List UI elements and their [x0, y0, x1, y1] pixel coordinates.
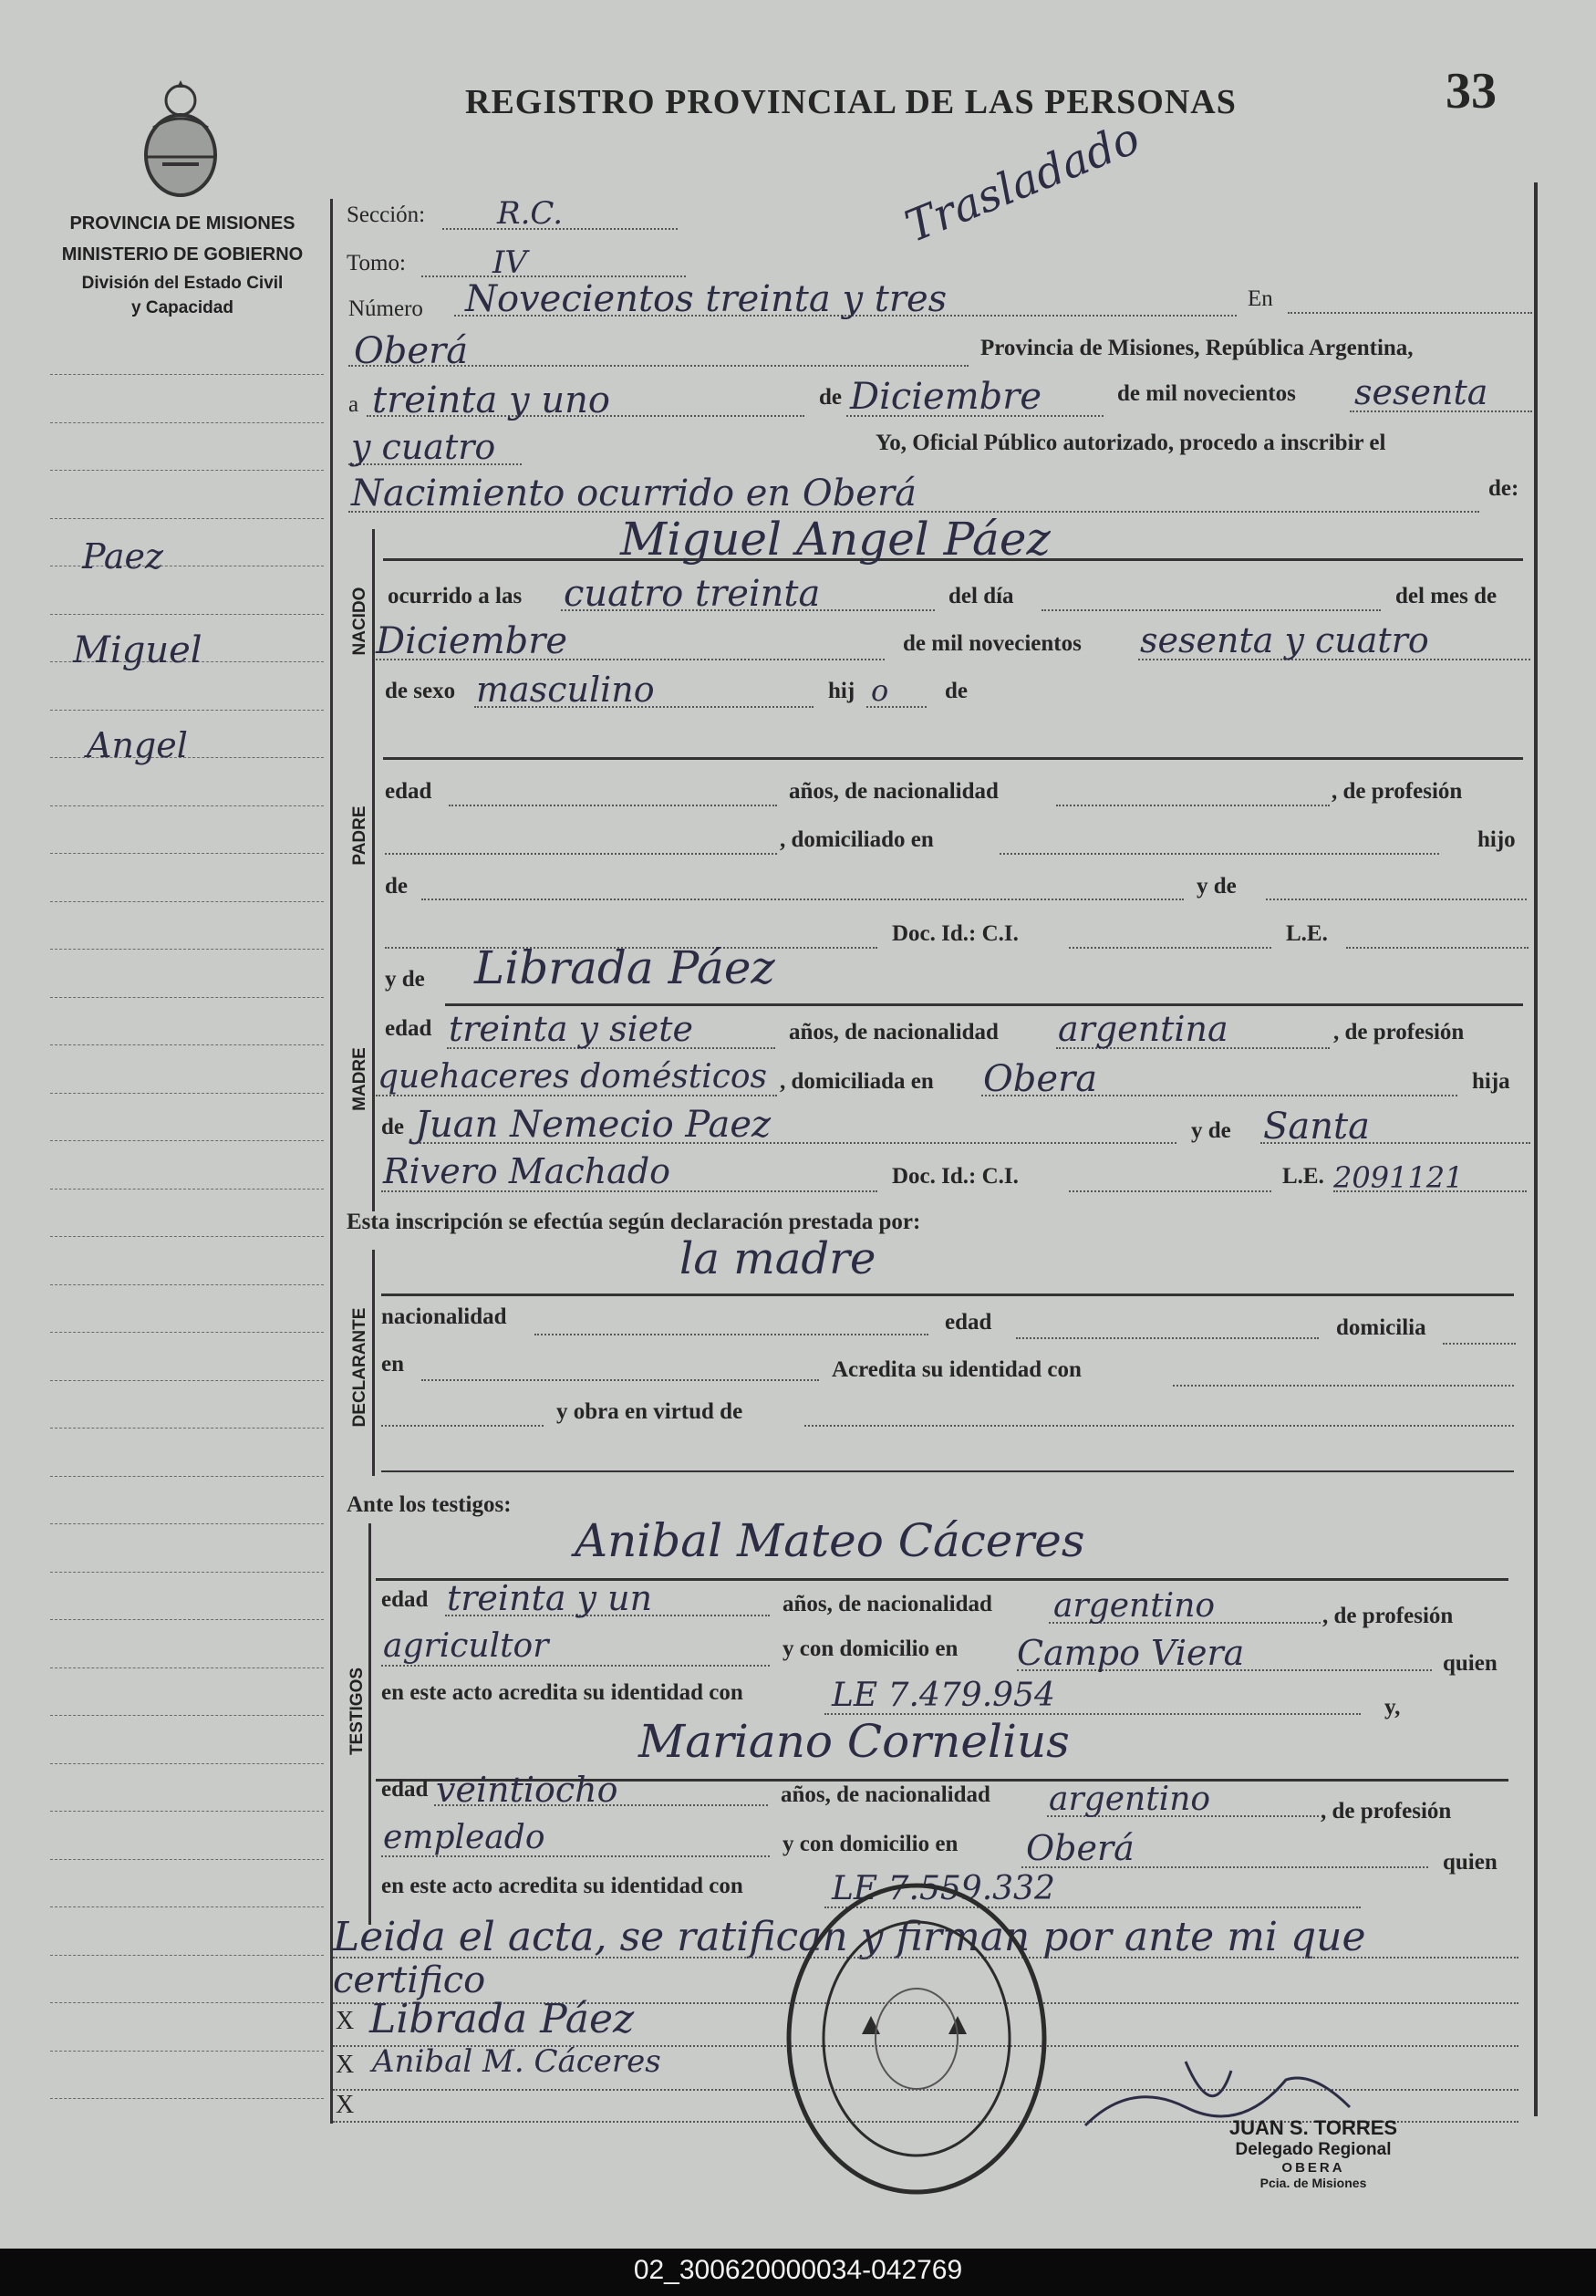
decl-obra-line-1	[381, 1425, 544, 1427]
division-line-2: y Capacidad	[131, 298, 233, 317]
padre-y-de-label: y de	[1197, 874, 1237, 899]
registry-title: REGISTRO PROVINCIAL DE LAS PERSONAS	[465, 83, 1237, 121]
madre-madre-value-1: Santa	[1263, 1106, 1370, 1148]
nacido-section-label: NACIDO	[350, 587, 369, 656]
madre-domicilio-value: Obera	[983, 1058, 1098, 1100]
t1-nacionalidad-value: argentino	[1053, 1587, 1216, 1625]
madre-ci-line	[1069, 1190, 1271, 1192]
madre-y-de-label: y de	[385, 967, 425, 992]
decl-acredita-label: Acredita su identidad con	[832, 1357, 1082, 1382]
madre-rule	[372, 965, 375, 1211]
margin-rule	[50, 2051, 324, 2052]
padre-profesion-label: , de profesión	[1332, 779, 1463, 804]
official-name: JUAN S. TORRES	[1228, 2116, 1398, 2139]
closing-line-1: Leida el acta, se ratifican y firman por ante mi que	[333, 1914, 1366, 1960]
margin-rule	[50, 1667, 324, 1668]
hij-label: hij	[828, 679, 855, 703]
padre-de-label: de	[385, 874, 408, 899]
t1-edad-value: treinta y un	[447, 1578, 653, 1618]
madre-name: Librada Páez	[474, 941, 775, 994]
numero-label: Número	[348, 296, 423, 321]
decl-nacionalidad-label: nacionalidad	[381, 1304, 507, 1329]
margin-rule	[50, 1763, 324, 1764]
padre-y-de-line	[1266, 899, 1527, 900]
margin-rule	[50, 1572, 324, 1573]
madre-edad-value: treinta y siete	[449, 1009, 694, 1049]
official-signature-scribble	[1076, 2043, 1386, 2153]
margin-rule	[50, 1284, 324, 1285]
madre-y-de2-label: y de	[1191, 1118, 1231, 1143]
hij-value: o	[871, 673, 889, 708]
nacido-de-label: de	[945, 679, 968, 703]
sig1-marker: X	[336, 2007, 355, 2035]
provincia-label: Provincia de Misiones, República Argentina,	[980, 336, 1414, 360]
padre-name-rule	[383, 757, 1523, 760]
official-stamp-icon	[780, 1879, 1053, 2198]
decl-obra-line-2	[804, 1425, 1514, 1427]
margin-rule	[50, 1140, 324, 1141]
madre-profesion-label: , de profesión	[1333, 1020, 1465, 1044]
madre-edad-label: edad	[385, 1016, 432, 1041]
padre-nac-line	[1056, 805, 1330, 806]
padre-le-line	[1346, 947, 1529, 949]
decl-nac-line	[534, 1334, 928, 1335]
margin-rule	[50, 1955, 324, 1956]
oficial-label: Yo, Oficial Público autorizado, procedo a inscribir el	[876, 431, 1386, 455]
dia-value: treinta y uno	[372, 379, 610, 421]
madre-de-label: de	[381, 1115, 404, 1139]
t1-profesion-value: agricultor	[383, 1627, 549, 1665]
nacido-rule	[372, 529, 375, 967]
t2-anos-label: años, de nacionalidad	[781, 1782, 990, 1807]
nacido-anio-value: sesenta y cuatro	[1140, 620, 1429, 660]
madre-nacionalidad-value: argentina	[1058, 1009, 1228, 1049]
margin-rule	[50, 853, 324, 854]
padre-prof-line	[385, 853, 777, 855]
margin-rule	[50, 710, 324, 711]
padre-ci-line	[1069, 947, 1271, 949]
t2-edad-value: veintiocho	[436, 1770, 618, 1810]
margin-rule	[50, 1332, 324, 1333]
padre-domiciliado-label: , domiciliado en	[780, 827, 934, 852]
padre-de-line	[421, 899, 1184, 900]
padre-edad-line	[449, 805, 777, 806]
margin-rule	[50, 901, 324, 902]
de2-label: de:	[1488, 476, 1519, 501]
padre-hijo-label: hijo	[1477, 827, 1516, 852]
t2-quien-label: quien	[1443, 1850, 1498, 1875]
nacido-mil-label: de mil novecientos	[903, 631, 1082, 656]
declaracion-label: Esta inscripción se efectúa según declaración prestada por:	[347, 1210, 921, 1234]
madre-section-label: MADRE	[350, 1047, 369, 1111]
declarante-name-rule	[381, 1293, 1514, 1296]
mes-value: Diciembre	[850, 376, 1042, 418]
declarante-rule	[372, 1250, 375, 1476]
nacido-name: Miguel Angel Páez	[620, 513, 1051, 566]
margin-rule	[50, 1619, 324, 1620]
decl-obra-label: y obra en virtud de	[556, 1399, 743, 1424]
madre-madre-value-2: Rivero Machado	[383, 1151, 671, 1191]
issuer-block	[36, 208, 328, 319]
coat-of-arms-icon	[135, 73, 226, 205]
mil-label: de mil novecientos	[1117, 381, 1296, 406]
sexo-value: masculino	[476, 670, 655, 710]
decl-acredita-line	[1173, 1385, 1514, 1387]
declarante-section-label: DECLARANTE	[350, 1307, 369, 1428]
t1-domicilio-value: Campo Viera	[1017, 1633, 1245, 1673]
del-dia-label: del día	[948, 584, 1014, 608]
t2-profesion-value: empleado	[383, 1819, 545, 1856]
margin-rule	[50, 1906, 324, 1907]
trasladado-annotation: Trasladado	[898, 112, 1147, 253]
t2-doc-value: LE 7.559.332	[832, 1870, 1055, 1907]
seccion-label: Sección:	[347, 203, 426, 227]
madre-name-rule	[445, 1003, 1523, 1006]
t2-nacionalidad-value: argentino	[1049, 1781, 1211, 1818]
nacido-mes-value: Diciembre	[376, 620, 568, 662]
decl-dom-line	[1443, 1343, 1516, 1345]
seccion-value: R.C.	[497, 195, 564, 232]
madre-doc-label: Doc. Id.: C.I.	[892, 1164, 1019, 1189]
testigo2-name: Mariano Cornelius	[638, 1715, 1070, 1768]
margin-rule	[50, 518, 324, 519]
padre-section-label: PADRE	[350, 805, 369, 866]
margin-rule	[50, 1236, 324, 1237]
testigos-rule	[368, 1523, 371, 1925]
margin-rule	[50, 1189, 324, 1190]
tomo-label: Tomo:	[347, 251, 406, 275]
margin-rule	[50, 1428, 324, 1429]
sig2-marker: X	[336, 2051, 355, 2079]
province-name: PROVINCIA DE MISIONES	[69, 213, 295, 234]
margin-surname: Paez	[82, 536, 164, 577]
image-caption: 02_300620000034-042769	[633, 2255, 963, 2285]
anio-value-1: sesenta	[1354, 372, 1488, 412]
padre-le-label: L.E.	[1286, 921, 1328, 946]
declarante-value: la madre	[679, 1233, 876, 1284]
official-title: Delegado Regional	[1235, 2140, 1392, 2159]
padre-anos-label: años, de nacionalidad	[789, 779, 999, 804]
padre-dom-line	[1000, 853, 1439, 855]
testigos-section-label: TESTIGOS	[347, 1667, 367, 1756]
margin-rule	[50, 1523, 324, 1524]
t1-doc-value: LE 7.479.954	[832, 1677, 1055, 1714]
tomo-line	[421, 275, 686, 277]
margin-rule	[50, 2002, 324, 2003]
decl-en-line	[421, 1379, 819, 1381]
margin-rule	[50, 1476, 324, 1477]
madre-anos-label: años, de nacionalidad	[789, 1020, 999, 1044]
margin-name-1: Miguel	[73, 629, 202, 671]
sexo-label: de sexo	[385, 679, 456, 703]
t1-anos-label: años, de nacionalidad	[782, 1592, 992, 1616]
margin-rule	[50, 2098, 324, 2099]
decl-en-label: en	[381, 1352, 404, 1377]
madre-profesion-value: quehaceres domésticos	[378, 1058, 768, 1096]
t1-y-label: y,	[1384, 1695, 1401, 1719]
margin-rule	[50, 1811, 324, 1812]
t2-acredita-label: en este acto acredita su identidad con	[381, 1874, 743, 1898]
tomo-value: IV	[492, 244, 527, 281]
del-mes-label: del mes de	[1395, 584, 1498, 608]
t2-domicilio-label: y con domicilio en	[782, 1832, 959, 1856]
margin-rule	[50, 422, 324, 423]
margin-rule	[50, 470, 324, 471]
signature-2: Anibal M. Cáceres	[372, 2043, 661, 2080]
official-place: OBERA	[1281, 2160, 1345, 2176]
t1-edad-label: edad	[381, 1587, 429, 1612]
t2-edad-label: edad	[381, 1777, 429, 1802]
margin-name-2: Angel	[87, 725, 188, 765]
margin-rule	[50, 1093, 324, 1094]
margin-rule	[50, 614, 324, 615]
testigo1-name: Anibal Mateo Cáceres	[575, 1514, 1085, 1567]
t2-domicilio-value: Oberá	[1026, 1828, 1135, 1868]
t1-quien-label: quien	[1443, 1651, 1498, 1676]
ministry-name: MINISTERIO DE GOBIERNO	[61, 244, 304, 265]
margin-rule	[50, 949, 324, 950]
division-line-1: División del Estado Civil	[81, 274, 284, 293]
margin-rule	[50, 997, 324, 998]
a-label: a	[348, 392, 359, 417]
lugar-value: Oberá	[354, 330, 469, 372]
objeto-value: Nacimiento ocurrido en Oberá	[351, 473, 917, 514]
left-border-rule	[330, 199, 333, 2124]
sig3-marker: X	[336, 2091, 355, 2119]
t1-profesion-label: , de profesión	[1322, 1604, 1454, 1628]
madre-le-label: L.E.	[1282, 1164, 1324, 1189]
t1-acredita-label: en este acto acredita su identidad con	[381, 1680, 743, 1705]
t2-profesion-label: , de profesión	[1321, 1799, 1452, 1823]
numero-value: Novecientos treinta y tres	[465, 278, 948, 320]
madre-padre-value: Juan Nemecio Paez	[415, 1104, 772, 1146]
decl-bottom-rule	[381, 1470, 1514, 1472]
decl-domicilia-label: domicilia	[1336, 1315, 1426, 1340]
signature-1: Librada Páez	[369, 1996, 635, 2042]
margin-rule	[50, 374, 324, 375]
t1-domicilio-label: y con domicilio en	[782, 1636, 959, 1661]
decl-edad-label: edad	[945, 1310, 992, 1335]
ocurrido-label: ocurrido a las	[388, 584, 523, 608]
official-province: Pcia. de Misiones	[1259, 2176, 1367, 2190]
closing-line-2: certifico	[333, 1959, 486, 2001]
padre-doc-label: Doc. Id.: C.I.	[892, 921, 1019, 946]
en-label: En	[1248, 286, 1273, 311]
margin-rule	[50, 1044, 324, 1045]
padre-edad-label: edad	[385, 779, 432, 804]
madre-hija-label: hija	[1472, 1069, 1510, 1094]
decl-edad-line	[1016, 1337, 1319, 1339]
page-number: 33	[1446, 63, 1497, 119]
del-dia-line	[1042, 609, 1381, 611]
margin-rule	[50, 1715, 324, 1716]
madre-domiciliada-label: , domiciliada en	[780, 1069, 934, 1094]
ante-testigos-label: Ante los testigos:	[347, 1492, 512, 1517]
anio-value-2: y cuatro	[351, 427, 496, 467]
margin-rule	[50, 805, 324, 806]
de-label: de	[819, 385, 842, 410]
margin-rule	[50, 1859, 324, 1860]
madre-le-value: 2091121	[1333, 1160, 1464, 1195]
margin-rule	[50, 1380, 324, 1381]
right-border-rule	[1534, 182, 1538, 2116]
t1-prof-line	[381, 1665, 770, 1667]
en-line	[1288, 312, 1532, 314]
hora-value: cuatro treinta	[564, 573, 821, 615]
